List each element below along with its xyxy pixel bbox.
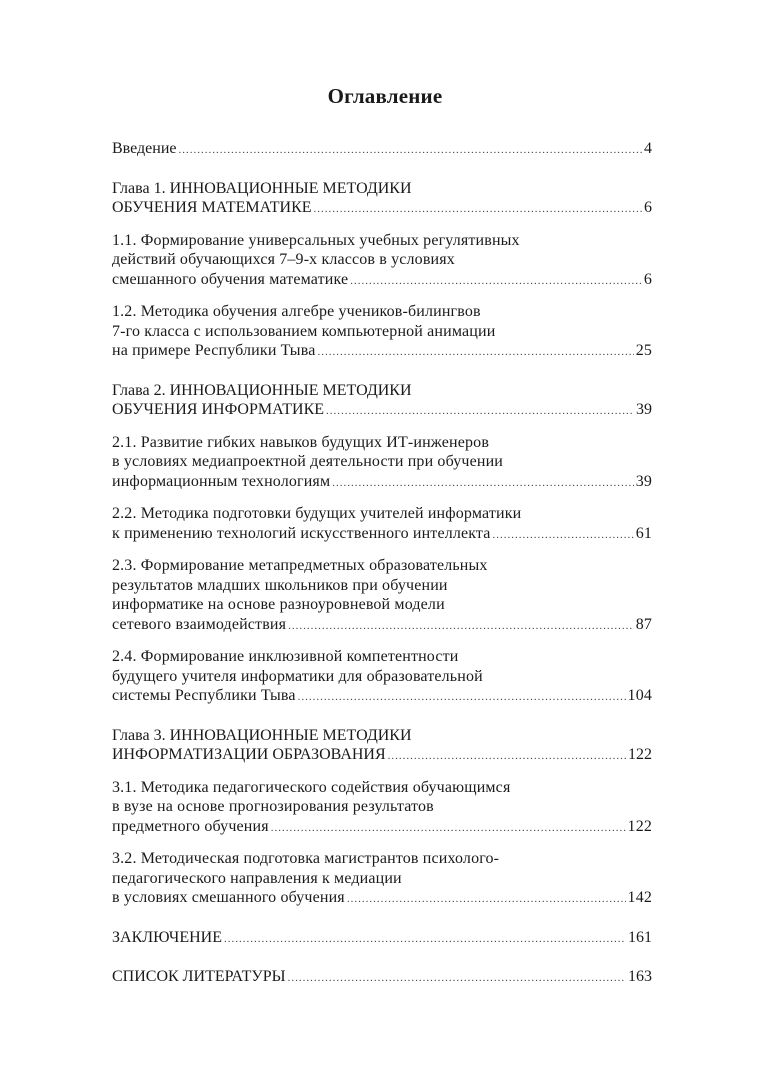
toc-page-number: 39 bbox=[636, 401, 652, 418]
toc-entry-last-line bbox=[112, 928, 652, 950]
toc-page bbox=[112, 84, 652, 1000]
toc-page-number: 122 bbox=[627, 817, 652, 835]
toc-entry[interactable] bbox=[112, 778, 652, 839]
toc-page-number: 39 bbox=[635, 472, 652, 490]
dot-leader bbox=[288, 969, 626, 989]
toc-page-number: 161 bbox=[628, 928, 652, 946]
toc-entry-line: результатов младших школьников при обучении bbox=[112, 576, 448, 594]
toc-page-number: 25 bbox=[635, 342, 652, 359]
toc-entry[interactable] bbox=[112, 231, 652, 292]
toc-entry-line: Введение bbox=[112, 140, 177, 157]
toc-entry-line: в условиях смешанного обучения bbox=[112, 889, 345, 906]
dot-leader bbox=[493, 526, 634, 546]
dot-leader bbox=[347, 890, 626, 910]
toc-entry[interactable] bbox=[112, 139, 652, 161]
dot-leader bbox=[298, 688, 626, 708]
toc-entry-last-line bbox=[112, 615, 652, 637]
toc-entry-last-line bbox=[112, 270, 652, 292]
toc-entry-line: системы Республики Тыва bbox=[112, 687, 296, 704]
toc-page-number: 122 bbox=[628, 746, 652, 763]
toc-entry-last-line bbox=[112, 817, 652, 839]
toc-entry-line: информатике на основе разноуровневой модели bbox=[112, 596, 445, 613]
toc-entry-line: в вузе на основе прогнозирования результатов bbox=[112, 798, 434, 815]
toc-entry-line: 3.1. Методика педагогического содействия обучающимся bbox=[112, 778, 511, 796]
toc-page-number: 6 bbox=[644, 199, 652, 216]
toc-entry-line: ИНФОРМАТИЗАЦИИ ОБРАЗОВАНИЯ bbox=[112, 746, 386, 763]
toc-entry-line: 2.1. Развитие гибких навыков будущих ИТ-инженеров bbox=[112, 433, 490, 451]
toc-entry[interactable] bbox=[112, 928, 652, 950]
toc-entry-line: 1.2. Методика обучения алгебре учеников-билингвов bbox=[112, 303, 481, 320]
toc-entry[interactable] bbox=[112, 381, 652, 422]
toc-entry-line: СПИСОК ЛИТЕРАТУРЫ bbox=[112, 968, 286, 985]
toc-entry-line: Глава 1. ИННОВАЦИОННЫЕ МЕТОДИКИ bbox=[112, 179, 412, 197]
toc-entry-last-line bbox=[112, 686, 652, 708]
dot-leader bbox=[224, 930, 626, 950]
toc-entry-line: педагогического направления к медиации bbox=[112, 869, 402, 887]
toc-entry[interactable] bbox=[112, 647, 652, 708]
dot-leader bbox=[388, 747, 626, 767]
toc-title: Оглавление bbox=[327, 84, 443, 108]
toc-page-number: 87 bbox=[635, 615, 652, 633]
toc-page-number: 4 bbox=[644, 140, 652, 157]
toc-entry-line: 2.2. Методика подготовки будущих учителей информатики bbox=[112, 505, 522, 522]
toc-entry-last-line bbox=[112, 967, 652, 989]
dot-leader bbox=[326, 402, 634, 422]
toc-entry-last-line bbox=[112, 524, 652, 546]
toc-entry-last-line bbox=[112, 198, 652, 220]
dot-leader bbox=[271, 819, 626, 839]
toc-entry-line: на примере Республики Тыва bbox=[112, 342, 316, 359]
dot-leader bbox=[332, 474, 633, 494]
toc-entry[interactable] bbox=[112, 179, 652, 220]
toc-entry[interactable] bbox=[112, 504, 652, 545]
toc-entry-last-line bbox=[112, 745, 652, 767]
toc-entry[interactable] bbox=[112, 967, 652, 989]
toc-page-number: 6 bbox=[643, 270, 652, 288]
toc-entry-last-line bbox=[112, 888, 652, 910]
dot-leader bbox=[314, 200, 642, 220]
toc-entry-last-line bbox=[112, 472, 652, 494]
toc-page-number: 163 bbox=[628, 968, 652, 985]
toc-entry-line: 2.4. Формирование инклюзивной компетентности bbox=[112, 648, 459, 665]
toc-entry-line: Глава 3. ИННОВАЦИОННЫЕ МЕТОДИКИ bbox=[112, 726, 412, 744]
toc-list bbox=[112, 139, 652, 989]
toc-entry[interactable] bbox=[112, 556, 652, 636]
toc-entry-line: ОБУЧЕНИЯ ИНФОРМАТИКЕ bbox=[112, 401, 325, 418]
dot-leader bbox=[350, 272, 642, 292]
toc-page-number: 142 bbox=[627, 889, 652, 906]
toc-entry[interactable] bbox=[112, 302, 652, 363]
toc-entry-line: 2.3. Формирование метапредметных образовательных bbox=[112, 557, 488, 574]
toc-entry-line: будущего учителя информатики для образовательной bbox=[112, 667, 483, 685]
toc-entry-line: ОБУЧЕНИЯ МАТЕМАТИКЕ bbox=[112, 199, 312, 216]
toc-entry[interactable] bbox=[112, 726, 652, 767]
toc-entry-line: в условиях медиапроектной деятельности при обучении bbox=[112, 453, 504, 470]
toc-entry-line: к применению технологий искусственного интеллекта bbox=[112, 524, 491, 542]
toc-entry-line: информационным технологиям bbox=[112, 472, 331, 490]
dot-leader bbox=[288, 617, 634, 637]
toc-entry-line: 1.1. Формирование универсальных учебных регулятивных bbox=[112, 231, 520, 249]
toc-entry-line: действий обучающихся 7–9-х классов в условиях bbox=[112, 251, 455, 268]
toc-entry-last-line bbox=[112, 341, 652, 363]
toc-entry-line: 7-го класса с использованием компьютерной анимации bbox=[112, 322, 496, 340]
dot-leader bbox=[179, 141, 643, 161]
toc-entry-line: смешанного обучения математике bbox=[112, 270, 349, 288]
toc-entry[interactable] bbox=[112, 849, 652, 910]
toc-entry-last-line bbox=[112, 400, 652, 422]
toc-entry-line: Глава 2. ИННОВАЦИОННЫЕ МЕТОДИКИ bbox=[112, 381, 412, 399]
toc-entry-line: сетевого взаимодействия bbox=[112, 615, 287, 633]
toc-entry-line: ЗАКЛЮЧЕНИЕ bbox=[112, 928, 222, 946]
toc-entry[interactable] bbox=[112, 433, 652, 494]
toc-entry-line: 3.2. Методическая подготовка магистрантов психолого- bbox=[112, 850, 500, 867]
toc-entry-last-line bbox=[112, 139, 652, 161]
toc-page-number: 104 bbox=[627, 687, 652, 704]
dot-leader bbox=[317, 343, 633, 363]
toc-page-number: 61 bbox=[635, 524, 652, 542]
toc-entry-line: предметного обучения bbox=[112, 817, 269, 835]
